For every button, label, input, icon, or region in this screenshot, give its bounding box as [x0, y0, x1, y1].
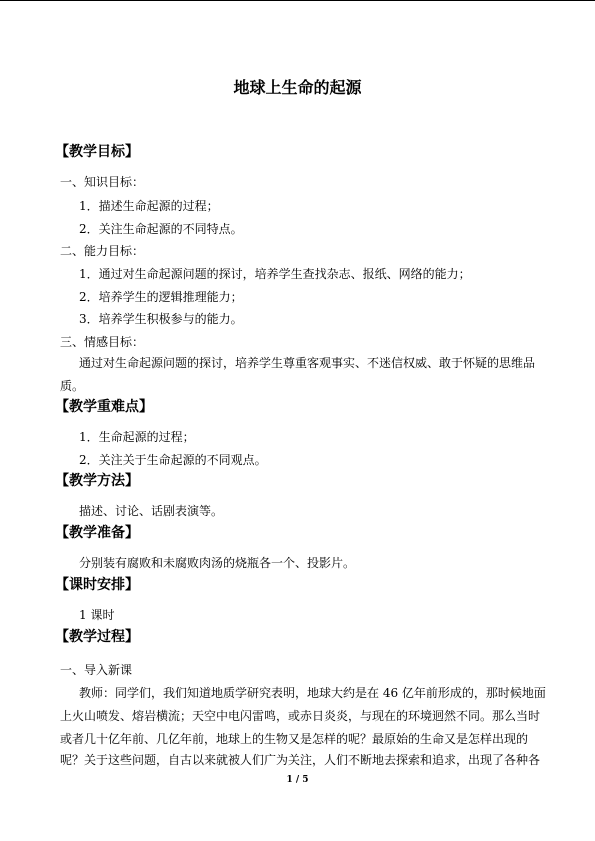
heading-teaching-methods: 【教学方法】 [55, 473, 139, 489]
ability-goal-3: 3．培养学生积极参与的能力。 [79, 312, 243, 326]
emotion-goals-label: 三、情感目标： [60, 335, 145, 349]
page-number: 1 / 5 [286, 775, 309, 785]
emotion-goal-line-2: 质。 [60, 379, 85, 393]
intro-paragraph-line-2: 上火山喷发、熔岩横流；天空中电闪雷鸣，或赤日炎炎，与现在的环境迥然不同。那么当时 [60, 709, 541, 723]
heading-schedule: 【课时安排】 [55, 577, 139, 593]
intro-paragraph-line-3: 或者几十亿年前、几亿年前，地球上的生物又是怎样的呢？最原始的生命又是怎样出现的 [60, 732, 529, 746]
teaching-prep-text: 分别装有腐败和未腐败肉汤的烧瓶各一个、投影片。 [79, 556, 356, 570]
knowledge-goal-2: 2．关注生命起源的不同特点。 [79, 222, 243, 236]
heading-teaching-prep: 【教学准备】 [55, 525, 139, 541]
schedule-text: 1 课时 [79, 608, 115, 622]
key-point-2: 2．关注关于生命起源的不同观点。 [79, 453, 267, 467]
heading-teaching-process: 【教学过程】 [55, 629, 139, 645]
ability-goals-label: 二、能力目标： [60, 244, 145, 258]
heading-key-points: 【教学重难点】 [55, 399, 153, 415]
intro-paragraph-line-1: 教师：同学们，我们知道地质学研究表明，地球大约是在 46 亿年前形成的，那时候地面 [79, 686, 546, 700]
top-rule [0, 0, 595, 1]
ability-goal-1: 1．通过对生命起源问题的探讨，培养学生查找杂志、报纸、网络的能力； [79, 267, 471, 281]
key-point-1: 1．生命起源的过程； [79, 430, 195, 444]
ability-goal-2: 2．培养学生的逻辑推理能力； [79, 290, 243, 304]
teaching-methods-text: 描述、讨论、话剧表演等。 [79, 504, 224, 518]
intro-paragraph-line-4: 呢？关于这些问题，自古以来就被人们广为关注，人们不断地去探索和追求，出现了各种各 [60, 753, 541, 767]
knowledge-goals-label: 一、知识目标： [60, 175, 145, 189]
knowledge-goal-1: 1．描述生命起源的过程； [79, 199, 219, 213]
intro-label: 一、导入新课 [60, 663, 133, 677]
document-title: 地球上生命的起源 [233, 78, 362, 97]
emotion-goal-line-1: 通过对生命起源问题的探讨，培养学生尊重客观事实、不迷信权威、敢于怀疑的思维品 [79, 356, 536, 370]
heading-teaching-goals: 【教学目标】 [55, 144, 139, 160]
